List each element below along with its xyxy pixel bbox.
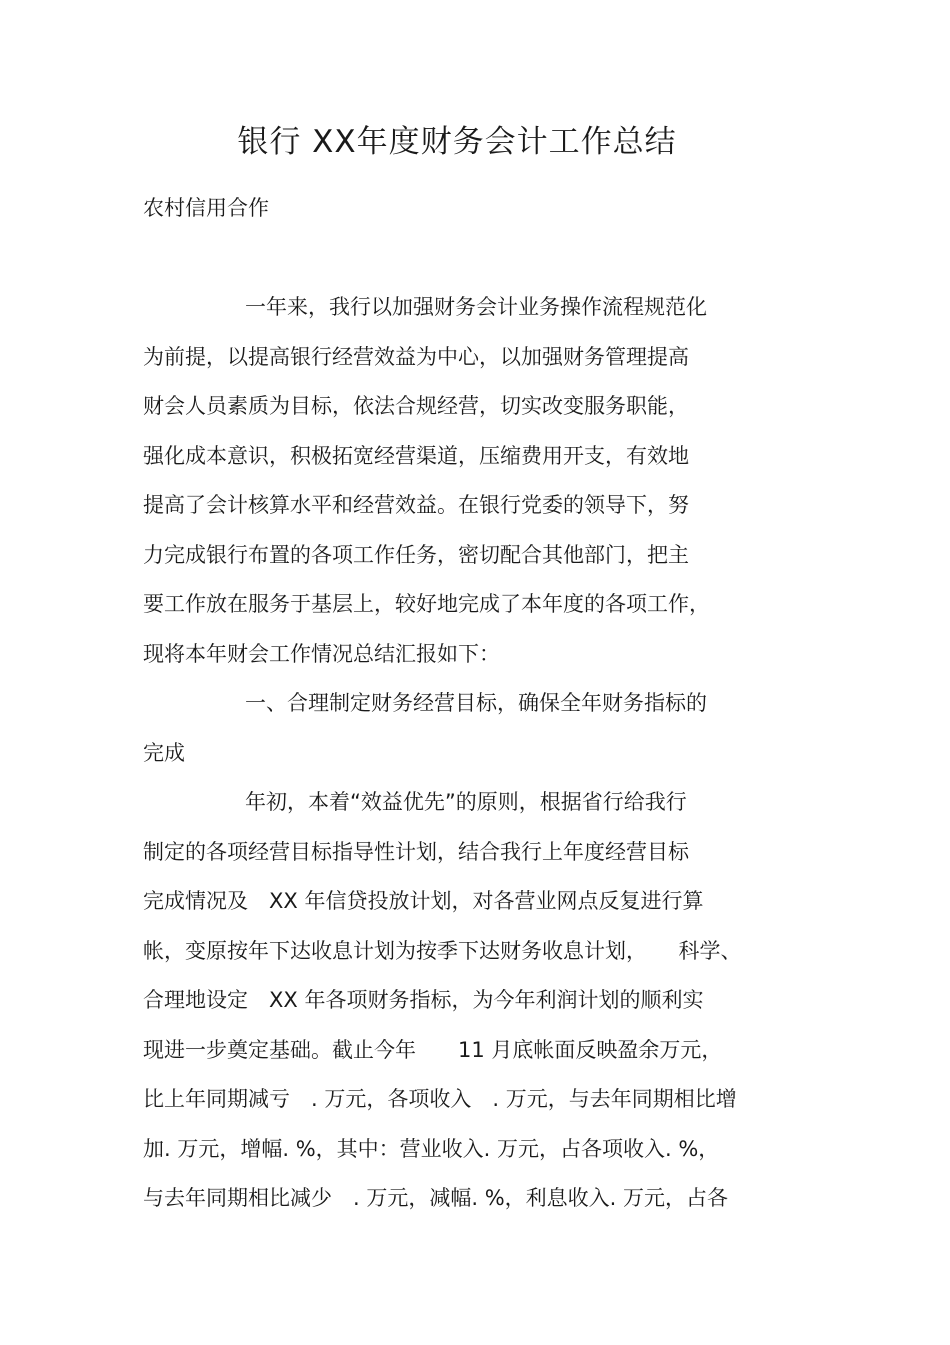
paragraph-line: 完成情况及 XX 年信贷投放计划，对各营业网点反复进行算 xyxy=(143,889,704,913)
paragraph-line: 力完成银行布置的各项工作任务，密切配合其他部门，把主 xyxy=(143,542,689,567)
paragraph-line: 现将本年财会工作情况总结汇报如下： xyxy=(143,641,500,666)
document-title: 银行 XX年度财务会计工作总结 xyxy=(237,124,677,160)
paragraph-line: 帐，变原按年下达收息计划为按季下达财务收息计划， 科学、 xyxy=(143,938,742,963)
section-heading-line: 完成 xyxy=(143,740,185,765)
paragraph-line: 制定的各项经营目标指导性计划，结合我行上年度经营目标 xyxy=(143,839,689,864)
paragraph-line: 合理地设定 XX 年各项财务指标，为今年利润计划的顺利实 xyxy=(143,988,704,1012)
paragraph-line: 比上年同期减亏 . 万元，各项收入 . 万元，与去年同期相比增 xyxy=(143,1087,737,1111)
paragraph-line: 与去年同期相比减少 . 万元，减幅. %，利息收入. 万元，占各 xyxy=(143,1186,729,1210)
paragraph-line: 要工作放在服务于基层上，较好地完成了本年度的各项工作， xyxy=(143,592,710,616)
paragraph-line: 一年来，我行以加强财务会计业务操作流程规范化 xyxy=(245,295,707,319)
paragraph-line: 提高了会计核算水平和经营效益。在银行党委的领导下，努 xyxy=(143,493,689,517)
paragraph-line: 加. 万元，增幅. %，其中：营业收入. 万元，占各项收入. %， xyxy=(143,1136,720,1161)
paragraph-line: 年初，本着“效益优先”的原则，根据省行给我行 xyxy=(245,790,687,814)
paragraph-line: 强化成本意识，积极拓宽经营渠道，压缩费用开支，有效地 xyxy=(143,443,689,468)
paragraph-line: 为前提，以提高银行经营效益为中心，以加强财务管理提高 xyxy=(143,344,689,369)
document-body xyxy=(143,286,823,1227)
document-subtitle: 农村信用合作 xyxy=(143,196,269,220)
section-heading-line: 一、合理制定财务经营目标，确保全年财务指标的 xyxy=(245,691,707,715)
paragraph-line: 财会人员素质为目标，依法合规经营，切实改变服务职能， xyxy=(143,394,689,418)
paragraph-line: 现进一步奠定基础。截止今年 11 月底帐面反映盈余万元， xyxy=(143,1037,723,1062)
